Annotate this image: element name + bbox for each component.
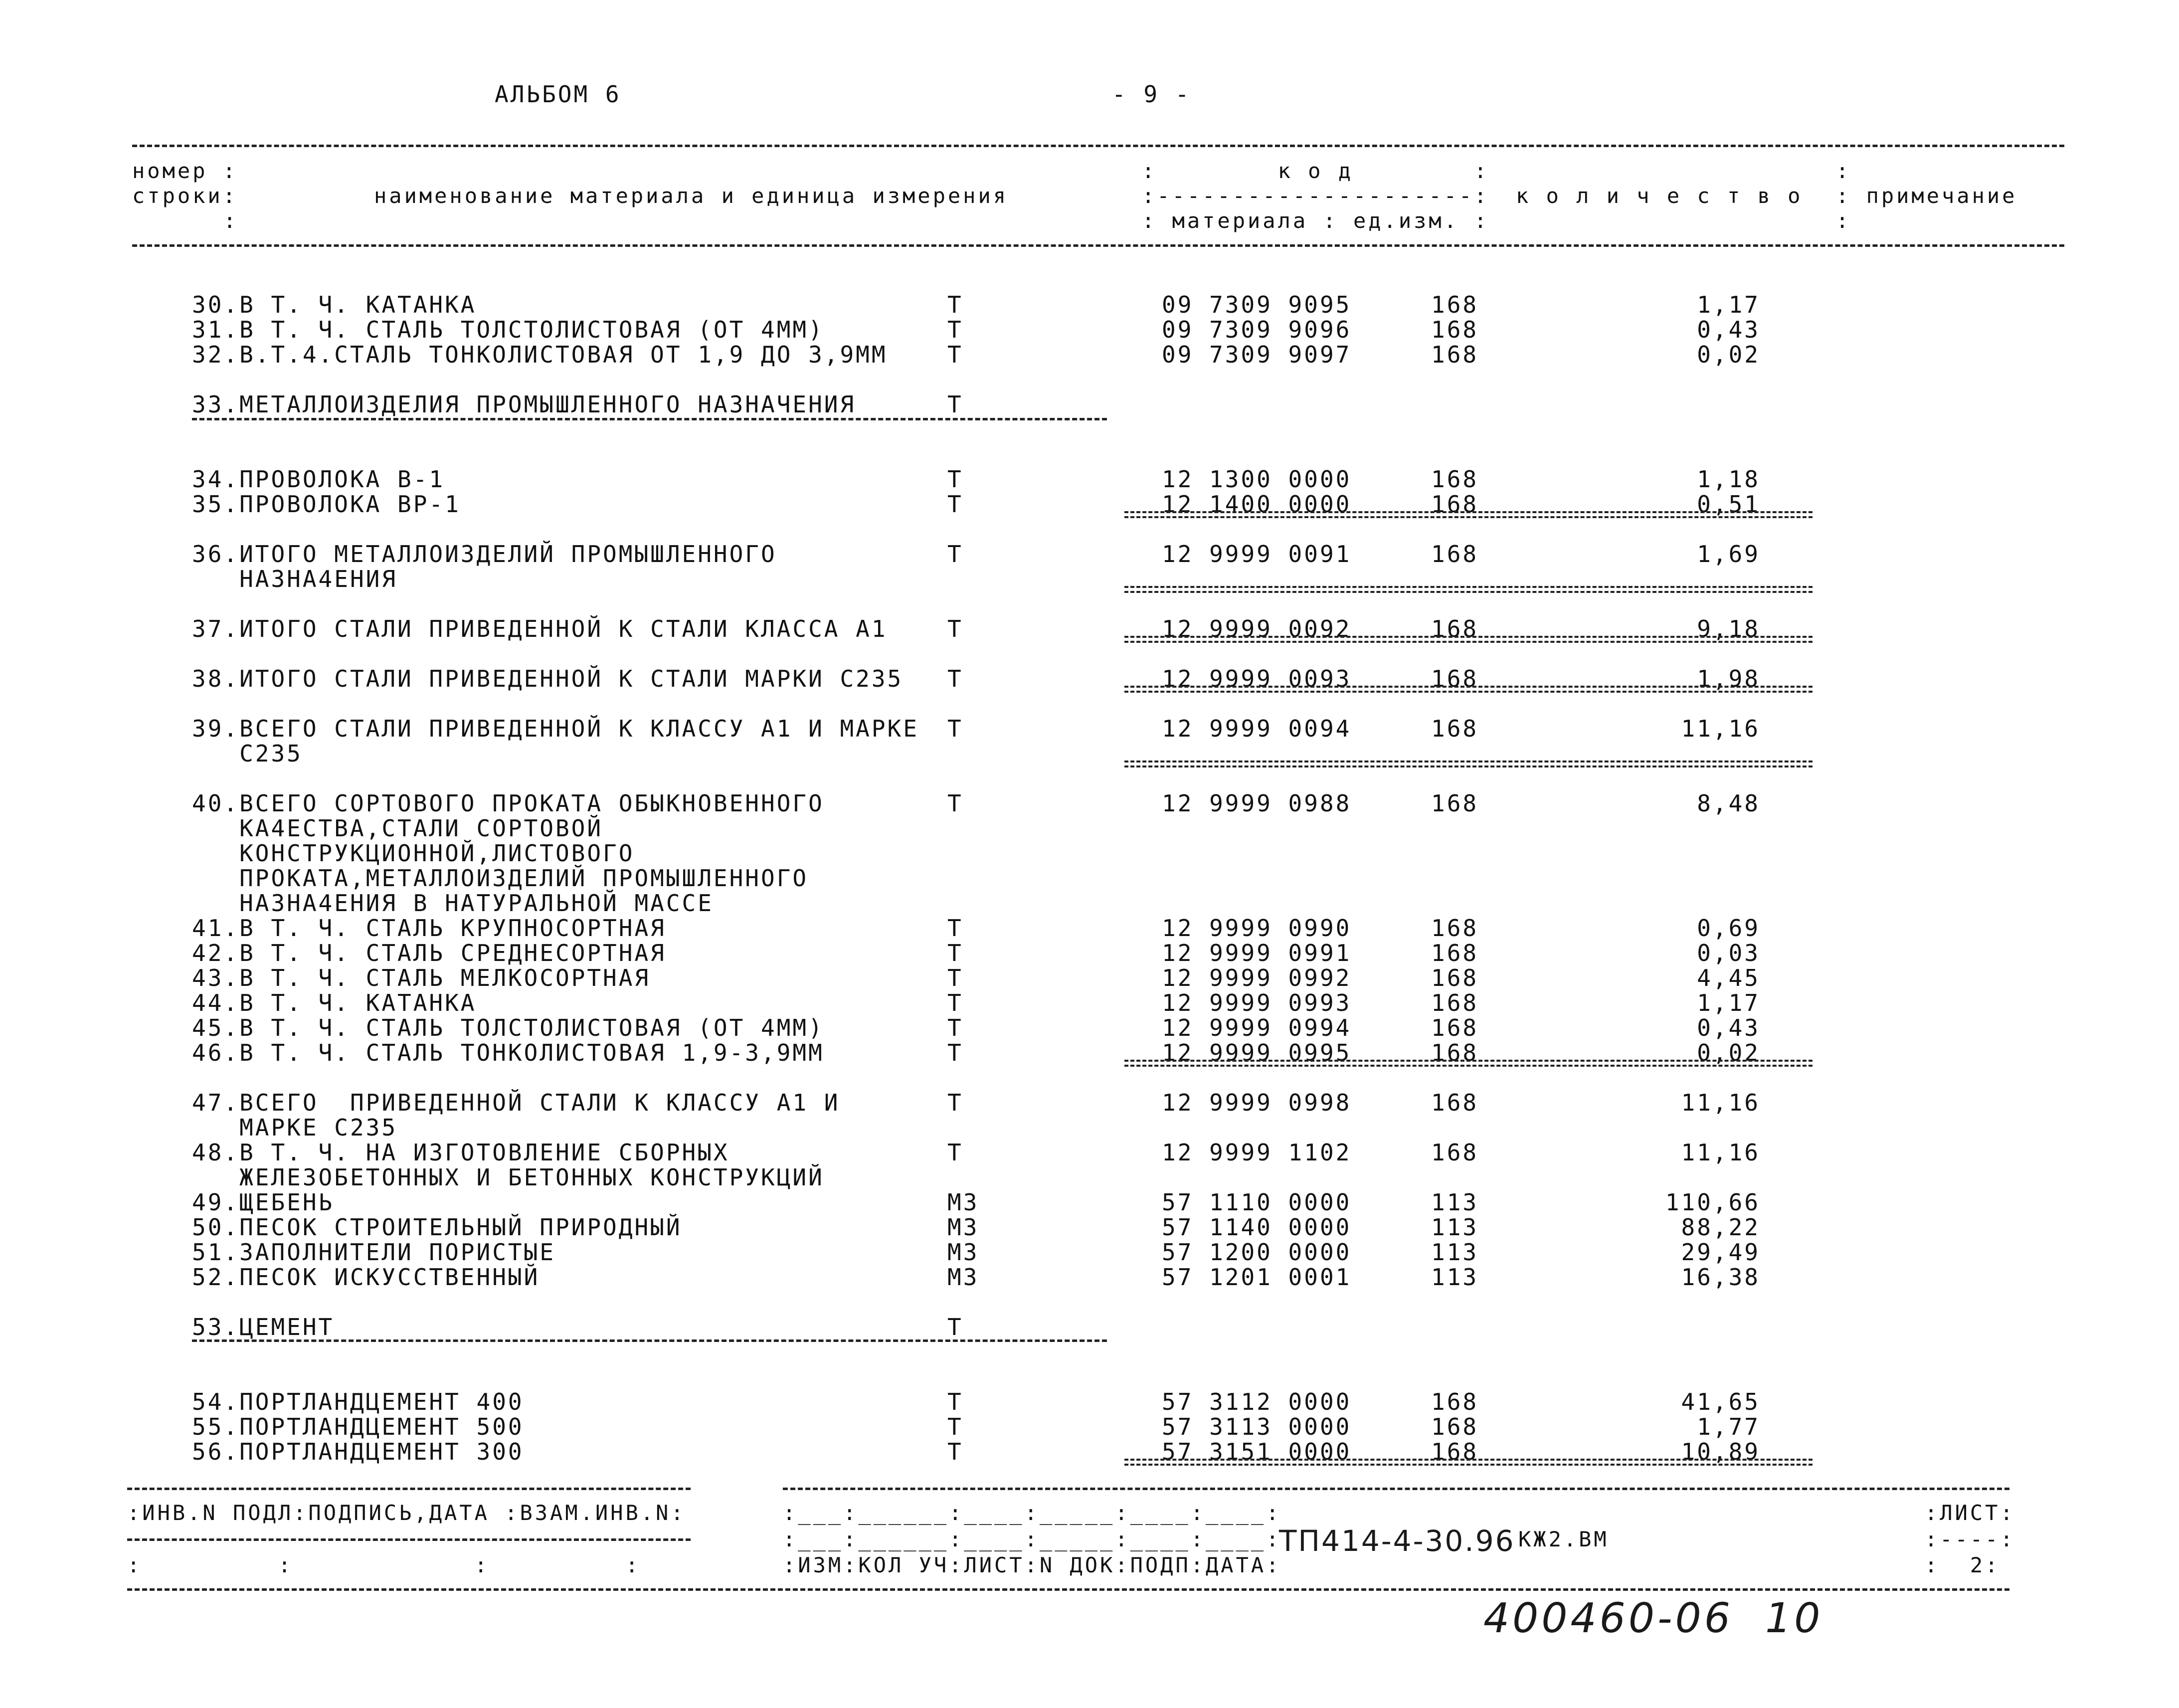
quantity: 88,22	[1681, 1214, 1760, 1241]
unit-code: 168	[1431, 1039, 1479, 1066]
section-rule	[192, 1339, 1107, 1342]
material-name: 53.ЦЕМЕНТ	[192, 1314, 335, 1340]
material-code: 12 9999 0991	[1162, 940, 1352, 966]
quantity: 10,89	[1681, 1438, 1760, 1465]
quantity: 1,69	[1697, 541, 1760, 568]
quantity: 29,49	[1681, 1239, 1760, 1266]
total-double-rule	[1124, 760, 1813, 767]
stamp-revision-row1: :___:______:____:_____:____:____:	[783, 1501, 1281, 1525]
header-row-no-line3: :	[223, 208, 239, 233]
material-code: 09 7309 9096	[1162, 316, 1352, 343]
material-code: 12 1400 0000	[1162, 491, 1352, 518]
measure-unit: Т	[947, 715, 963, 742]
material-code: 12 9999 0992	[1162, 964, 1352, 991]
unit-code: 168	[1431, 1014, 1479, 1041]
measure-unit: Т	[947, 1388, 963, 1415]
unit-code: 168	[1431, 715, 1479, 742]
unit-code: 168	[1431, 1139, 1479, 1166]
header-material-name: наименование материала и единица измерения	[374, 184, 1009, 208]
material-code: 57 1200 0000	[1162, 1239, 1352, 1266]
material-code: 12 9999 0988	[1162, 790, 1352, 817]
material-code: 57 1110 0000	[1162, 1189, 1352, 1216]
total-double-rule	[1124, 586, 1813, 593]
material-code: 12 9999 0094	[1162, 715, 1352, 742]
unit-code: 168	[1431, 1413, 1479, 1440]
measure-unit: Т	[947, 989, 963, 1016]
total-double-rule	[1124, 1060, 1813, 1067]
measure-unit: М3	[947, 1239, 979, 1266]
unit-code: 168	[1431, 541, 1479, 568]
material-name: 46.В Т. Ч. СТАЛЬ ТОНКОЛИСТОВАЯ 1,9-3,9ММ	[192, 1039, 824, 1066]
unit-code: 168	[1431, 466, 1479, 493]
measure-unit: Т	[947, 1413, 963, 1440]
material-code: 09 7309 9097	[1162, 341, 1352, 368]
material-name: 52.ПЕСОК ИСКУССТВЕННЫЙ	[192, 1264, 540, 1291]
material-name: 38.ИТОГО СТАЛИ ПРИВЕДЕННОЙ К СТАЛИ МАРКИ С235	[192, 665, 904, 692]
material-name: 36.ИТОГО МЕТАЛЛОИЗДЕЛИЙ ПРОМЫШЛЕННОГО	[192, 541, 777, 568]
measure-unit: Т	[947, 466, 963, 493]
header-code-separator: :---------------------:	[1142, 184, 1489, 208]
material-code: 12 9999 0995	[1162, 1039, 1352, 1066]
material-name: КА4ЕСТВА,СТАЛИ СОРТОВОЙ	[192, 815, 603, 842]
header-code-group: : к о д :	[1142, 159, 1489, 183]
quantity: 16,38	[1681, 1264, 1760, 1291]
stamp-sheet-separator: :----:	[1925, 1527, 2015, 1551]
album-label: АЛЬБОМ 6	[495, 81, 621, 108]
material-name: КОНСТРУКЦИОННОЙ,ЛИСТОВОГО	[192, 840, 635, 867]
unit-code: 168	[1431, 964, 1479, 991]
material-name: 40.ВСЕГО СОРТОВОГО ПРОКАТА ОБЫКНОВЕННОГО	[192, 790, 824, 817]
measure-unit: Т	[947, 1314, 963, 1340]
measure-unit: М3	[947, 1214, 979, 1241]
material-name: С235	[192, 740, 303, 767]
material-name: 44.В Т. Ч. КАТАНКА	[192, 989, 477, 1016]
material-code: 12 9999 0990	[1162, 915, 1352, 942]
stamp-left-mid-rule	[127, 1538, 691, 1541]
material-name: 30.В Т. Ч. КАТАНКА	[192, 291, 477, 318]
material-name: 39.ВСЕГО СТАЛИ ПРИВЕДЕННОЙ К КЛАССУ А1 И МАРКЕ	[192, 715, 919, 742]
unit-code: 168	[1431, 940, 1479, 966]
material-code: 57 3151 0000	[1162, 1438, 1352, 1465]
material-code: 12 9999 0091	[1162, 541, 1352, 568]
unit-code: 168	[1431, 1089, 1479, 1116]
material-name: НАЗНА4ЕНИЯ В НАТУРАЛЬНОЙ МАССЕ	[192, 890, 714, 917]
header-top-rule	[132, 145, 2064, 147]
unit-code: 168	[1431, 615, 1479, 642]
header-row-no-line1: номер :	[132, 159, 238, 183]
quantity: 110,66	[1665, 1189, 1760, 1216]
quantity: 1,77	[1697, 1413, 1760, 1440]
measure-unit: М3	[947, 1189, 979, 1216]
quantity: 11,16	[1681, 715, 1760, 742]
quantity: 0,02	[1697, 341, 1760, 368]
material-name: 31.В Т. Ч. СТАЛЬ ТОЛСТОЛИСТОВАЯ (ОТ 4ММ)	[192, 316, 824, 343]
unit-code: 168	[1431, 790, 1479, 817]
unit-code: 113	[1431, 1239, 1479, 1266]
material-name: 48.В Т. Ч. НА ИЗГОТОВЛЕНИЕ СБОРНЫХ	[192, 1139, 729, 1166]
unit-code: 113	[1431, 1189, 1479, 1216]
unit-code: 168	[1431, 989, 1479, 1016]
stamp-document-mark: КЖ2.ВМ	[1518, 1527, 1609, 1551]
header-code-sub: : материала : ед.изм. :	[1142, 208, 1489, 233]
quantity: 11,16	[1681, 1089, 1760, 1116]
material-name: 34.ПРОВОЛОКА В-1	[192, 466, 445, 493]
unit-code: 168	[1431, 316, 1479, 343]
measure-unit: М3	[947, 1264, 979, 1291]
total-double-rule	[1124, 636, 1813, 643]
material-code: 12 9999 0994	[1162, 1014, 1352, 1041]
material-code: 57 3112 0000	[1162, 1388, 1352, 1415]
measure-unit: Т	[947, 1438, 963, 1465]
measure-unit: Т	[947, 316, 963, 343]
measure-unit: Т	[947, 341, 963, 368]
measure-unit: Т	[947, 665, 963, 692]
material-code: 12 9999 1102	[1162, 1139, 1352, 1166]
measure-unit: Т	[947, 291, 963, 318]
quantity: 0,43	[1697, 316, 1760, 343]
material-name: 43.В Т. Ч. СТАЛЬ МЕЛКОСОРТНАЯ	[192, 964, 651, 991]
quantity: 0,51	[1697, 491, 1760, 518]
material-name: 55.ПОРТЛАНДЦЕМЕНТ 500	[192, 1413, 524, 1440]
material-code: 12 9999 0998	[1162, 1089, 1352, 1116]
unit-code: 168	[1431, 291, 1479, 318]
page-number: - 9 -	[1112, 81, 1191, 108]
material-name: 50.ПЕСОК СТРОИТЕЛЬНЫЙ ПРИРОДНЫЙ	[192, 1214, 682, 1241]
stamp-mid-top-rule	[783, 1488, 2009, 1490]
material-code: 12 1300 0000	[1162, 466, 1352, 493]
total-double-rule	[1124, 511, 1813, 518]
unit-code: 168	[1431, 1388, 1479, 1415]
unit-code: 168	[1431, 341, 1479, 368]
unit-code: 168	[1431, 915, 1479, 942]
measure-unit: Т	[947, 964, 963, 991]
measure-unit: Т	[947, 1014, 963, 1041]
header-quantity: к о л и ч е с т в о	[1516, 184, 1803, 208]
material-name: МАРКЕ С235	[192, 1114, 398, 1141]
quantity: 0,02	[1697, 1039, 1760, 1066]
stamp-left-top-rule	[127, 1488, 691, 1490]
quantity: 0,69	[1697, 915, 1760, 942]
measure-unit: Т	[947, 790, 963, 817]
total-double-rule	[1124, 1459, 1813, 1466]
material-code: 12 9999 0093	[1162, 665, 1352, 692]
material-name: 33.МЕТАЛЛОИЗДЕЛИЯ ПРОМЫШЛЕННОГО НАЗНАЧЕНИЯ	[192, 391, 856, 418]
material-name: 51.ЗАПОЛНИТЕЛИ ПОРИСТЫЕ	[192, 1239, 555, 1266]
material-code: 12 9999 0993	[1162, 989, 1352, 1016]
unit-code: 113	[1431, 1214, 1479, 1241]
quantity: 1,17	[1697, 989, 1760, 1016]
quantity: 1,17	[1697, 291, 1760, 318]
handwritten-archive-number: 400460-06 10	[1483, 1595, 1823, 1642]
quantity: 9,18	[1697, 615, 1760, 642]
measure-unit: Т	[947, 915, 963, 942]
header-note-colon: :	[1836, 208, 1851, 233]
measure-unit: Т	[947, 940, 963, 966]
stamp-revision-row2: :___:______:____:_____:____:____:	[783, 1527, 1281, 1551]
header-bottom-rule	[132, 244, 2064, 247]
quantity: 0,03	[1697, 940, 1760, 966]
material-name: ЖЕЛЕЗОБЕТОННЫХ И БЕТОННЫХ КОНСТРУКЦИЙ	[192, 1164, 824, 1191]
material-name: 35.ПРОВОЛОКА ВР-1	[192, 491, 461, 518]
measure-unit: Т	[947, 491, 963, 518]
quantity: 11,16	[1681, 1139, 1760, 1166]
material-name: НАЗНА4ЕНИЯ	[192, 566, 398, 592]
stamp-revision-labels: :ИЗМ:КОЛ УЧ:ЛИСТ:N ДОК:ПОДП:ДАТА:	[783, 1553, 1281, 1577]
material-name: 49.ЩЕБЕНЬ	[192, 1189, 335, 1216]
material-name: 45.В Т. Ч. СТАЛЬ ТОЛСТОЛИСТОВАЯ (ОТ 4ММ)	[192, 1014, 824, 1041]
unit-code: 113	[1431, 1264, 1479, 1291]
material-name: 42.В Т. Ч. СТАЛЬ СРЕДНЕСОРТНАЯ	[192, 940, 666, 966]
measure-unit: Т	[947, 391, 963, 418]
header-quantity-colon: :	[1836, 159, 1851, 183]
header-note: : примечание	[1836, 184, 2017, 208]
measure-unit: Т	[947, 1139, 963, 1166]
unit-code: 168	[1431, 665, 1479, 692]
measure-unit: Т	[947, 1039, 963, 1066]
stamp-inventory-blank-row: : : : :	[127, 1553, 641, 1577]
header-row-no-line2: строки:	[132, 184, 238, 208]
stamp-sheet-label: :ЛИСТ:	[1925, 1501, 2015, 1525]
stamp-document-code: ТП414-4-30.96	[1279, 1524, 1515, 1558]
material-name: ПРОКАТА,МЕТАЛЛОИЗДЕЛИЙ ПРОМЫШЛЕННОГО	[192, 865, 809, 892]
quantity: 1,18	[1697, 466, 1760, 493]
stamp-bottom-rule	[127, 1588, 2009, 1591]
total-double-rule	[1124, 686, 1813, 693]
section-rule	[192, 418, 1107, 420]
quantity: 0,43	[1697, 1014, 1760, 1041]
material-name: 41.В Т. Ч. СТАЛЬ КРУПНОСОРТНАЯ	[192, 915, 666, 942]
material-name: 47.ВСЕГО ПРИВЕДЕННОЙ СТАЛИ К КЛАССУ А1 И	[192, 1089, 840, 1116]
material-name: 37.ИТОГО СТАЛИ ПРИВЕДЕННОЙ К СТАЛИ КЛАССА А1	[192, 615, 888, 642]
quantity: 1,98	[1697, 665, 1760, 692]
quantity: 4,45	[1697, 964, 1760, 991]
stamp-inventory-labels: :ИНВ.N ПОДЛ:ПОДПИСЬ,ДАТА :ВЗАМ.ИНВ.N:	[127, 1501, 686, 1525]
material-name: 54.ПОРТЛАНДЦЕМЕНТ 400	[192, 1388, 524, 1415]
material-code: 57 1140 0000	[1162, 1214, 1352, 1241]
material-name: 56.ПОРТЛАНДЦЕМЕНТ 300	[192, 1438, 524, 1465]
measure-unit: Т	[947, 615, 963, 642]
unit-code: 168	[1431, 1438, 1479, 1465]
material-code: 57 1201 0001	[1162, 1264, 1352, 1291]
material-code: 57 3113 0000	[1162, 1413, 1352, 1440]
material-code: 12 9999 0092	[1162, 615, 1352, 642]
material-code: 09 7309 9095	[1162, 291, 1352, 318]
quantity: 41,65	[1681, 1388, 1760, 1415]
unit-code: 168	[1431, 491, 1479, 518]
material-name: 32.В.Т.4.СТАЛЬ ТОНКОЛИСТОВАЯ ОТ 1,9 ДО 3,9ММ	[192, 341, 888, 368]
quantity: 8,48	[1697, 790, 1760, 817]
stamp-sheet-number: : 2:	[1925, 1553, 2000, 1577]
measure-unit: Т	[947, 541, 963, 568]
measure-unit: Т	[947, 1089, 963, 1116]
